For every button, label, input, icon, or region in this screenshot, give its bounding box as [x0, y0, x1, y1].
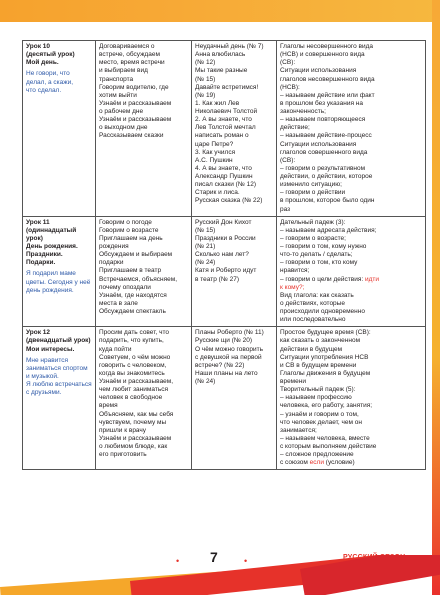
text-line: Узнаём и рассказываем — [99, 434, 172, 442]
lesson-example-line: Я люблю встречаться — [26, 381, 92, 388]
text-line: о любимом блюде, как — [99, 443, 168, 450]
text-line: с девушкой на первой — [195, 353, 262, 361]
text-line: Говорим о погоде — [99, 218, 152, 226]
text-line: о действиях, которые — [280, 299, 345, 307]
text-line: 2. А вы знаете, что — [195, 116, 252, 124]
text-line: или последовательно — [280, 316, 346, 324]
text-line: к кому?; — [280, 283, 305, 291]
text-line: почему опоздали — [99, 283, 151, 291]
lesson-example-line: Мне нравится — [26, 356, 69, 364]
text-line: подарить, что купить, — [99, 337, 164, 345]
lesson-title — [26, 219, 92, 268]
text-line: человека, его работу, занятия; — [280, 402, 373, 410]
text-line: (НСВ) и совершенного вида — [280, 51, 365, 59]
text-line: Просим дать совет, что — [99, 329, 169, 337]
footer-dot-left: • — [176, 556, 180, 566]
text-line: (№ 21) — [195, 243, 216, 250]
text-line: пришли к врачу — [99, 426, 147, 434]
text-line: Русская сказка (№ 22) — [195, 197, 263, 205]
lesson-title — [26, 329, 92, 353]
text-line: Договариваемся о — [99, 43, 155, 50]
text-line: глаголов несовершенного вида — [280, 75, 375, 83]
lesson-title-line: (двенадцатый урок) — [26, 337, 91, 345]
lesson-example-line: заниматься спортом — [26, 364, 88, 372]
text-line: Ситуации употребления НСВ — [280, 353, 369, 361]
lesson-title-line: Подарки. — [26, 259, 56, 267]
text-line: Встречаемся, объясняем, — [99, 275, 177, 283]
text-line: и выбираем вид — [99, 67, 148, 75]
text-line: (№ 12) — [195, 59, 216, 67]
lesson-title-line: Урок 10 — [26, 43, 51, 50]
text-line: говорить с человеком, — [99, 361, 167, 369]
text-line: Рассказываем сказки — [99, 132, 164, 140]
text-line: – говорим о том, кто кому — [280, 259, 358, 267]
text-line: – узнаём и говорим о том, — [280, 410, 359, 418]
texts-cell — [192, 327, 277, 470]
lesson-title-line: Праздники. — [26, 251, 63, 259]
text-line: с союзом если (условие) — [280, 459, 355, 467]
grammar-cell — [277, 41, 426, 217]
text-line: времени — [280, 378, 306, 385]
bottom-decorative-band — [0, 555, 440, 595]
text-line: – называем профессию — [280, 394, 352, 402]
lesson-example — [26, 270, 92, 294]
text-line: Приглашаем на день — [99, 234, 163, 242]
text-line: места в зале — [99, 299, 138, 307]
lesson-title-cell — [23, 216, 96, 327]
text-line: – сложное предложение — [280, 451, 354, 459]
text-line: Простое будущее время (СВ): — [280, 329, 371, 337]
communication-tasks-cell — [96, 216, 192, 327]
text-line: (№ 19) — [195, 91, 216, 99]
text-line: действие; — [280, 124, 310, 132]
text-line: в прошлом, которое было один — [280, 197, 375, 205]
text-line: Планы Роберто (№ 11) — [195, 329, 264, 337]
text-line: Катя и Роберто идут — [195, 267, 257, 275]
text-line: – говорим о том, кому нужно — [280, 243, 367, 250]
lesson-row — [23, 216, 426, 327]
right-decorative-edge — [432, 0, 440, 595]
lesson-title-cell — [23, 41, 96, 217]
text-line: 3. Как учился — [195, 148, 236, 156]
lesson-title-line: (десятый урок) — [26, 51, 75, 59]
text-line: Ситуации использования — [280, 140, 357, 148]
text-line: Давайте встретимся! — [195, 83, 259, 91]
text-line: Узнаём и рассказываем, — [99, 378, 174, 385]
text-line: Обсуждаем и выбираем — [99, 251, 173, 259]
text-line: хотим выйти — [99, 91, 137, 99]
text-line: – говорим о возрасте; — [280, 234, 346, 242]
lessons-table-body — [23, 41, 426, 470]
text-line: Глаголы движения в будущем — [280, 369, 371, 377]
text-line: глаголов совершенного вида — [280, 148, 368, 156]
text-line: куда пойти — [99, 345, 132, 353]
text-line: Лев Толстой мечтал — [195, 124, 256, 132]
text-line: Неудачный день (№ 7) — [195, 43, 264, 50]
text-line: О чём можно говорить — [195, 345, 263, 353]
lesson-title-line: урок) — [26, 234, 43, 242]
text-line: Объясняем, как мы себя — [99, 410, 174, 418]
text-line: о рабочем дне — [99, 108, 144, 115]
text-line: что человек делает, чем он — [280, 418, 362, 426]
communication-tasks-cell — [96, 41, 192, 217]
text-line: в театр (№ 27) — [195, 275, 239, 283]
text-line: чувствуем, почему мы — [99, 418, 167, 426]
text-line: действии, о действии, которое — [280, 173, 373, 180]
text-line: (№ 15) — [195, 226, 216, 234]
text-line: чем любит заниматься — [99, 386, 168, 394]
text-line: подарки — [99, 259, 124, 267]
text-line: Приглашаем в театр — [99, 267, 162, 275]
text-line: и СВ в будущем времени — [280, 361, 357, 369]
lesson-example-line: делал, а скажи, — [26, 78, 74, 86]
text-line: Советуем, о чём можно — [99, 353, 171, 361]
text-line: когда вы знакомитесь — [99, 369, 165, 377]
grammar-cell — [277, 327, 426, 470]
text-line: происходили одновременно — [280, 308, 365, 315]
text-line: – называем действие или факт — [280, 91, 375, 99]
text-line: – называем повторяющееся — [280, 116, 366, 124]
text-line: писал сказки (№ 12) — [195, 181, 256, 189]
text-line: (№ 15) — [195, 75, 216, 83]
text-line: 4. А вы знаете, что — [195, 164, 252, 172]
top-decorative-bar — [0, 0, 440, 22]
text-line: Узнаём и рассказываем — [99, 116, 172, 124]
text-line: А.С. Пушкин — [195, 156, 233, 164]
text-line: законченность; — [280, 108, 326, 115]
text-line: действии в будущем — [280, 345, 343, 353]
text-line: Мы такие разные — [195, 67, 248, 75]
text-line: изменило ситуацию; — [280, 181, 342, 189]
lesson-title-line: День рождения. — [26, 243, 78, 250]
text-line: – называем действие-процесс — [280, 132, 372, 140]
texts-cell — [192, 216, 277, 327]
lessons-table — [22, 40, 426, 470]
text-line: (№ 24) — [195, 378, 216, 385]
text-line: с которым выполняем действие — [280, 443, 377, 450]
lesson-title — [26, 43, 92, 67]
text-line: человек в свободное — [99, 394, 163, 402]
lesson-example-line: Я подарил маме — [26, 270, 76, 278]
text-line: – говорим о действии — [280, 189, 346, 197]
text-line: Узнаём, где находятся — [99, 291, 167, 299]
text-line: Творительный падеж (5): — [280, 386, 356, 394]
text-line: – называем адресата действия; — [280, 226, 377, 234]
highlight-word: идти — [364, 275, 380, 283]
lesson-row — [23, 41, 426, 217]
lesson-title-line: Урок 12 — [26, 329, 51, 337]
text-line: Наши планы на лето — [195, 369, 258, 377]
text-line: о выходном дне — [99, 124, 148, 132]
texts-cell — [192, 41, 277, 217]
highlight-word: если — [309, 459, 324, 467]
text-line: место, время встречи — [99, 59, 165, 67]
text-line: его приготовить — [99, 451, 147, 459]
text-line: – называем человека, вместе — [280, 434, 370, 442]
lesson-title-line: Мой день. — [26, 59, 59, 67]
text-line: занимается; — [280, 426, 317, 434]
text-line: раз — [280, 205, 291, 213]
text-line: Ситуации использования — [280, 67, 357, 75]
text-line: написать роман о — [195, 132, 249, 140]
text-line: Говорим о возрасте — [99, 226, 159, 234]
text-line: царе Петре? — [195, 140, 234, 148]
text-line: Николаевич Толстой — [195, 108, 258, 115]
text-line: Дательный падеж (3): — [280, 218, 346, 226]
text-line: Старик и лиса. — [195, 189, 240, 197]
communication-tasks-cell — [96, 327, 192, 470]
text-line: Говорим водителю, где — [99, 83, 169, 91]
text-line: Русский Дон Кихот — [195, 218, 252, 226]
text-line: – говорим о цели действия: идти — [280, 275, 380, 283]
lesson-example — [26, 70, 92, 94]
text-line: – говорим о результативном — [280, 164, 366, 172]
text-line: Русские щи (№ 20) — [195, 337, 253, 345]
text-line: как сказать о законченном — [280, 337, 361, 345]
lesson-row — [23, 327, 426, 470]
text-line: (СВ): — [280, 59, 296, 67]
text-line: (НСВ): — [280, 83, 300, 91]
text-line: встрече, обсуждаем — [99, 51, 160, 59]
lesson-example-line: и музыкой. — [26, 372, 59, 380]
lesson-title-line: (одиннадцатый — [26, 226, 77, 234]
text-line: Сколько нам лет? — [195, 251, 249, 259]
text-line: Вид глагола: как сказать — [280, 291, 354, 299]
text-line: в прошлом без указания на — [280, 99, 364, 107]
lesson-example-line: что сделал. — [26, 86, 62, 94]
lesson-title-line: Мои интересы. — [26, 345, 75, 353]
lesson-example-line: цветы. Сегодня у неё — [26, 278, 91, 286]
text-line: транспорта — [99, 75, 134, 83]
text-line: нравится; — [280, 267, 310, 275]
lesson-example-line: с друзьями. — [26, 389, 62, 397]
text-line: Праздники в России — [195, 234, 256, 242]
text-line: (№ 24) — [195, 259, 216, 267]
text-line: 1. Как жил Лев — [195, 99, 240, 107]
text-line: Глаголы несовершенного вида — [280, 43, 374, 50]
text-line: рождения — [99, 243, 129, 250]
text-line: Узнаём и рассказываем — [99, 99, 172, 107]
page-number: 7 — [210, 549, 218, 565]
lesson-example — [26, 357, 92, 398]
text-line: время — [99, 402, 118, 410]
grammar-cell — [277, 216, 426, 327]
text-line: (СВ): — [280, 156, 296, 164]
text-line: Обсуждаем спектакль — [99, 308, 166, 315]
lesson-example-line: день рождения. — [26, 286, 74, 294]
text-line: встрече? (№ 22) — [195, 361, 245, 369]
text-line: Анна влюбилась — [195, 51, 246, 59]
footer-dot-right: • — [244, 556, 248, 566]
text-line: Александр Пушкин — [195, 173, 253, 180]
text-line: что-то делать / сделать; — [280, 251, 353, 259]
lesson-title-cell — [23, 327, 96, 470]
lesson-title-line: Урок 11 — [26, 218, 50, 226]
lesson-example-line: Не говори, что — [26, 70, 70, 78]
